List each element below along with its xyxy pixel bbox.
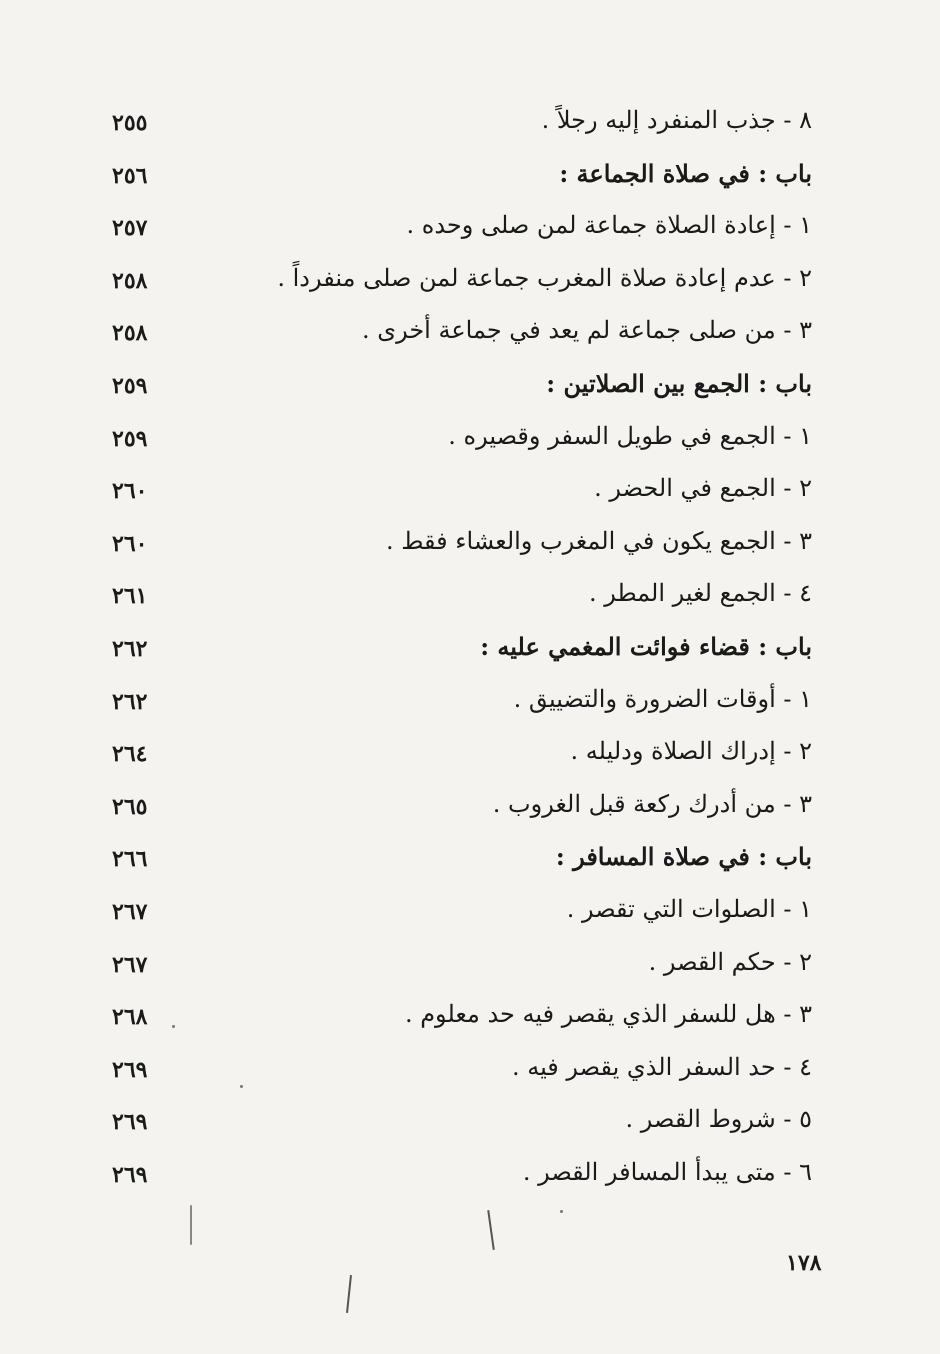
toc-entry: [0, 363, 940, 416]
table-of-contents: [0, 100, 940, 1204]
entry-page-number: ٢٦١: [112, 583, 148, 610]
section-heading: باب : في صلاة الجماعة :: [559, 158, 812, 188]
entry-page-number: ٢٦٩: [112, 1161, 148, 1188]
page-number: ١٧٨: [786, 1250, 822, 1276]
section-heading: باب : قضاء فوائت المغمي عليه :: [480, 631, 812, 661]
toc-entry: [0, 784, 940, 837]
entry-title: ١ - إعادة الصلاة جماعة لمن صلى وحده .: [406, 211, 812, 240]
entry-title: ٣ - هل للسفر الذي يقصر فيه حد معلوم .: [404, 1000, 812, 1029]
entry-page-number: ٢٥٧: [112, 215, 148, 242]
entry-page-number: ٢٦٠: [112, 478, 148, 505]
entry-page-number: ٢٥٩: [112, 372, 148, 399]
toc-entry: [0, 153, 940, 206]
toc-entry: [0, 1152, 940, 1205]
entry-page-number: ٢٦٧: [112, 951, 148, 978]
entry-title: ٤ - حد السفر الذي يقصر فيه .: [511, 1052, 812, 1081]
entry-title: ١ - الجمع في طويل السفر وقصيره .: [448, 421, 812, 450]
entry-page-number: ٢٦٨: [112, 1004, 148, 1031]
entry-page-number: ٢٦٢: [112, 688, 148, 715]
toc-entry: [0, 205, 940, 258]
entry-title: ٢ - حكم القصر .: [648, 947, 812, 976]
scan-speck: [172, 1025, 175, 1028]
toc-entry: [0, 521, 940, 574]
toc-entry: [0, 994, 940, 1047]
toc-entry: [0, 1099, 940, 1152]
entry-page-number: ٢٥٦: [112, 162, 148, 189]
toc-entry: [0, 836, 940, 889]
toc-entry: [0, 731, 940, 784]
entry-page-number: ٢٦٦: [112, 846, 148, 873]
section-heading: باب : الجمع بين الصلاتين :: [546, 368, 812, 398]
entry-title: ١ - أوقات الضرورة والتضييق .: [513, 684, 812, 713]
toc-entry: [0, 468, 940, 521]
entry-title: ٣ - من صلى جماعة لم يعد في جماعة أخرى .: [362, 316, 812, 345]
toc-entry: [0, 258, 940, 311]
toc-entry: [0, 626, 940, 679]
entry-title: ٢ - إدراك الصلاة ودليله .: [570, 737, 812, 766]
entry-page-number: ٢٦٩: [112, 1109, 148, 1136]
entry-page-number: ٢٦٩: [112, 1056, 148, 1083]
toc-entry: [0, 889, 940, 942]
section-heading: باب : في صلاة المسافر :: [555, 842, 812, 872]
toc-entry: [0, 1047, 940, 1100]
entry-title: ٢ - الجمع في الحضر .: [594, 474, 812, 503]
scan-mark: [190, 1205, 192, 1245]
entry-title: ٢ - عدم إعادة صلاة المغرب جماعة لمن صلى منفرداً .: [277, 263, 812, 292]
scan-speck: [560, 1210, 563, 1213]
entry-page-number: ٢٥٨: [112, 267, 148, 294]
toc-entry: [0, 416, 940, 469]
toc-entry: [0, 100, 940, 153]
entry-title: ٦ - متى يبدأ المسافر القصر .: [522, 1157, 812, 1186]
entry-title: ٣ - من أدرك ركعة قبل الغروب .: [492, 789, 812, 818]
entry-page-number: ٢٦٧: [112, 898, 148, 925]
entry-page-number: ٢٥٩: [112, 425, 148, 452]
entry-title: ٥ - شروط القصر .: [625, 1105, 812, 1134]
entry-title: ٣ - الجمع يكون في المغرب والعشاء فقط .: [385, 526, 812, 555]
toc-entry: [0, 679, 940, 732]
entry-page-number: ٢٥٥: [112, 110, 148, 136]
toc-entry: [0, 573, 940, 626]
scan-mark: [346, 1275, 352, 1313]
entry-page-number: ٢٥٨: [112, 320, 148, 347]
toc-entry: [0, 310, 940, 363]
entry-title: ٤ - الجمع لغير المطر .: [588, 579, 812, 608]
entry-title: ١ - الصلوات التي تقصر .: [566, 894, 812, 923]
entry-page-number: ٢٦٠: [112, 530, 148, 557]
scan-speck: [240, 1085, 243, 1088]
entry-page-number: ٢٦٢: [112, 635, 148, 662]
entry-page-number: ٢٦٤: [112, 741, 148, 768]
scan-mark: [487, 1210, 495, 1250]
toc-entry: [0, 942, 940, 995]
entry-page-number: ٢٦٥: [112, 793, 148, 820]
entry-title: ٨ - جذب المنفرد إليه رجلاً .: [541, 106, 812, 134]
